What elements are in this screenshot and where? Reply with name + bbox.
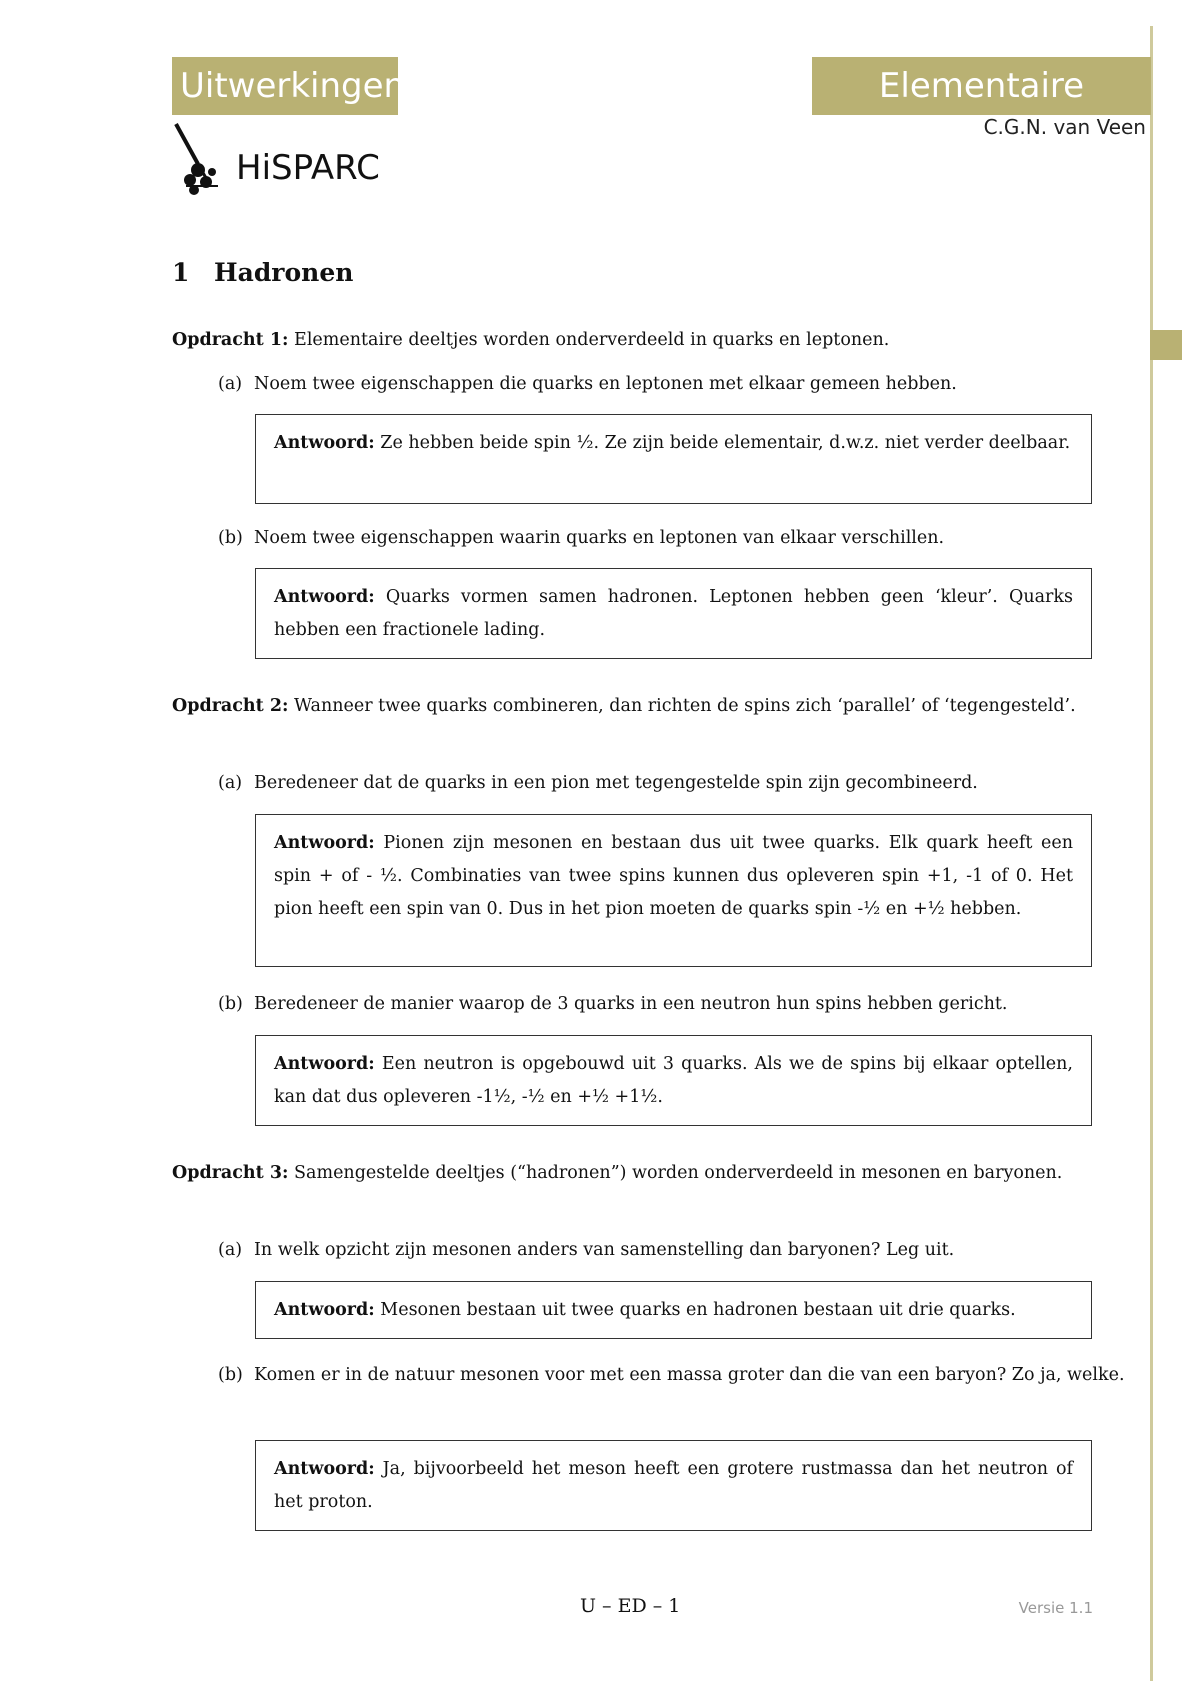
version-label: Versie 1.1 bbox=[1018, 1599, 1093, 1617]
question-label: (b) bbox=[218, 1365, 243, 1385]
page-number: U – ED – 1 bbox=[580, 1595, 681, 1617]
author-name: C.G.N. van Veen bbox=[983, 115, 1146, 139]
question-text: In welk opzicht zijn mesonen anders van samenstelling dan baryonen? Leg uit. bbox=[254, 1240, 955, 1260]
question-label: (b) bbox=[218, 994, 243, 1014]
answer-label: Antwoord: bbox=[274, 587, 375, 607]
answer-label: Antwoord: bbox=[274, 433, 375, 453]
question-1a bbox=[218, 368, 1130, 401]
opdracht-label: Opdracht 2: bbox=[172, 696, 289, 716]
answer-text: Ja, bijvoorbeeld het meson heeft een grotere rustmassa dan het neutron of het proton. bbox=[274, 1459, 1073, 1512]
logo-text: HiSPARC bbox=[236, 148, 380, 188]
margin-rule bbox=[1150, 26, 1153, 1681]
answer-text: Een neutron is opgebouwd uit 3 quarks. Als we de spins bij elkaar optellen, kan dat dus opleveren -1½, -½ en +½ +1½. bbox=[274, 1054, 1073, 1107]
opdracht-text: Elementaire deeltjes worden onderverdeeld in quarks en leptonen. bbox=[294, 330, 890, 350]
opdracht-3 bbox=[172, 1157, 1132, 1190]
opdracht-label: Opdracht 3: bbox=[172, 1163, 289, 1183]
question-text: Beredeneer de manier waarop de 3 quarks in een neutron hun spins hebben gericht. bbox=[254, 994, 1008, 1014]
answer-label: Antwoord: bbox=[274, 1054, 375, 1074]
question-3b bbox=[218, 1359, 1130, 1392]
question-3a bbox=[218, 1234, 1130, 1267]
question-label: (a) bbox=[218, 1240, 243, 1260]
question-2a bbox=[218, 767, 1130, 800]
answer-text: Ze hebben beide spin ½. Ze zijn beide elementair, d.w.z. niet verder deelbaar. bbox=[380, 433, 1071, 453]
section-number: 1 bbox=[172, 258, 190, 287]
opdracht-text: Samengestelde deeltjes (“hadronen”) worden onderverdeeld in mesonen en baryonen. bbox=[294, 1163, 1063, 1183]
answer-box-1b bbox=[255, 568, 1092, 659]
header-left-title: Uitwerkingen bbox=[172, 57, 398, 115]
opdracht-2 bbox=[172, 690, 1132, 723]
answer-box-1a bbox=[255, 414, 1092, 504]
question-2b bbox=[218, 988, 1130, 1021]
question-text: Beredeneer dat de quarks in een pion met tegengestelde spin zijn gecombineerd. bbox=[254, 773, 978, 793]
answer-text: Quarks vormen samen hadronen. Leptonen hebben geen ‘kleur’. Quarks hebben een fractionele lading. bbox=[274, 587, 1073, 640]
question-1b bbox=[218, 522, 1130, 555]
question-label: (a) bbox=[218, 374, 243, 394]
side-tab-marker bbox=[1150, 330, 1182, 360]
answer-box-2b bbox=[255, 1035, 1092, 1126]
question-label: (b) bbox=[218, 528, 243, 548]
answer-box-2a bbox=[255, 814, 1092, 967]
header-right-title: Elementaire deeltjes bbox=[812, 57, 1151, 115]
question-label: (a) bbox=[218, 773, 243, 793]
hisparc-logo bbox=[172, 120, 392, 200]
opdracht-label: Opdracht 1: bbox=[172, 330, 289, 350]
answer-box-3b bbox=[255, 1440, 1092, 1531]
question-text: Noem twee eigenschappen die quarks en leptonen met elkaar gemeen hebben. bbox=[254, 374, 957, 394]
question-text: Komen er in de natuur mesonen voor met een massa groter dan die van een baryon? Zo ja, welke. bbox=[254, 1365, 1125, 1385]
opdracht-text: Wanneer twee quarks combineren, dan richten de spins zich ‘parallel’ of ‘tegengesteld’. bbox=[294, 696, 1076, 716]
answer-label: Antwoord: bbox=[274, 833, 375, 853]
answer-text: Pionen zijn mesonen en bestaan dus uit twee quarks. Elk quark heeft een spin + of - ½. Combinaties van twee spins kunnen dus opleveren spin +1, -1 of 0. Het pion heeft een spin van 0. Dus in het pion moeten de quarks spin -½ en +½ hebben. bbox=[274, 833, 1073, 919]
section-title: Hadronen bbox=[214, 258, 354, 287]
section-heading bbox=[172, 258, 353, 287]
answer-label: Antwoord: bbox=[274, 1300, 375, 1320]
question-text: Noem twee eigenschappen waarin quarks en leptonen van elkaar verschillen. bbox=[254, 528, 945, 548]
detector-icon bbox=[172, 120, 234, 200]
answer-text: Mesonen bestaan uit twee quarks en hadronen bestaan uit drie quarks. bbox=[380, 1300, 1016, 1320]
answer-box-3a bbox=[255, 1281, 1092, 1339]
opdracht-1 bbox=[172, 324, 1132, 357]
answer-label: Antwoord: bbox=[274, 1459, 375, 1479]
